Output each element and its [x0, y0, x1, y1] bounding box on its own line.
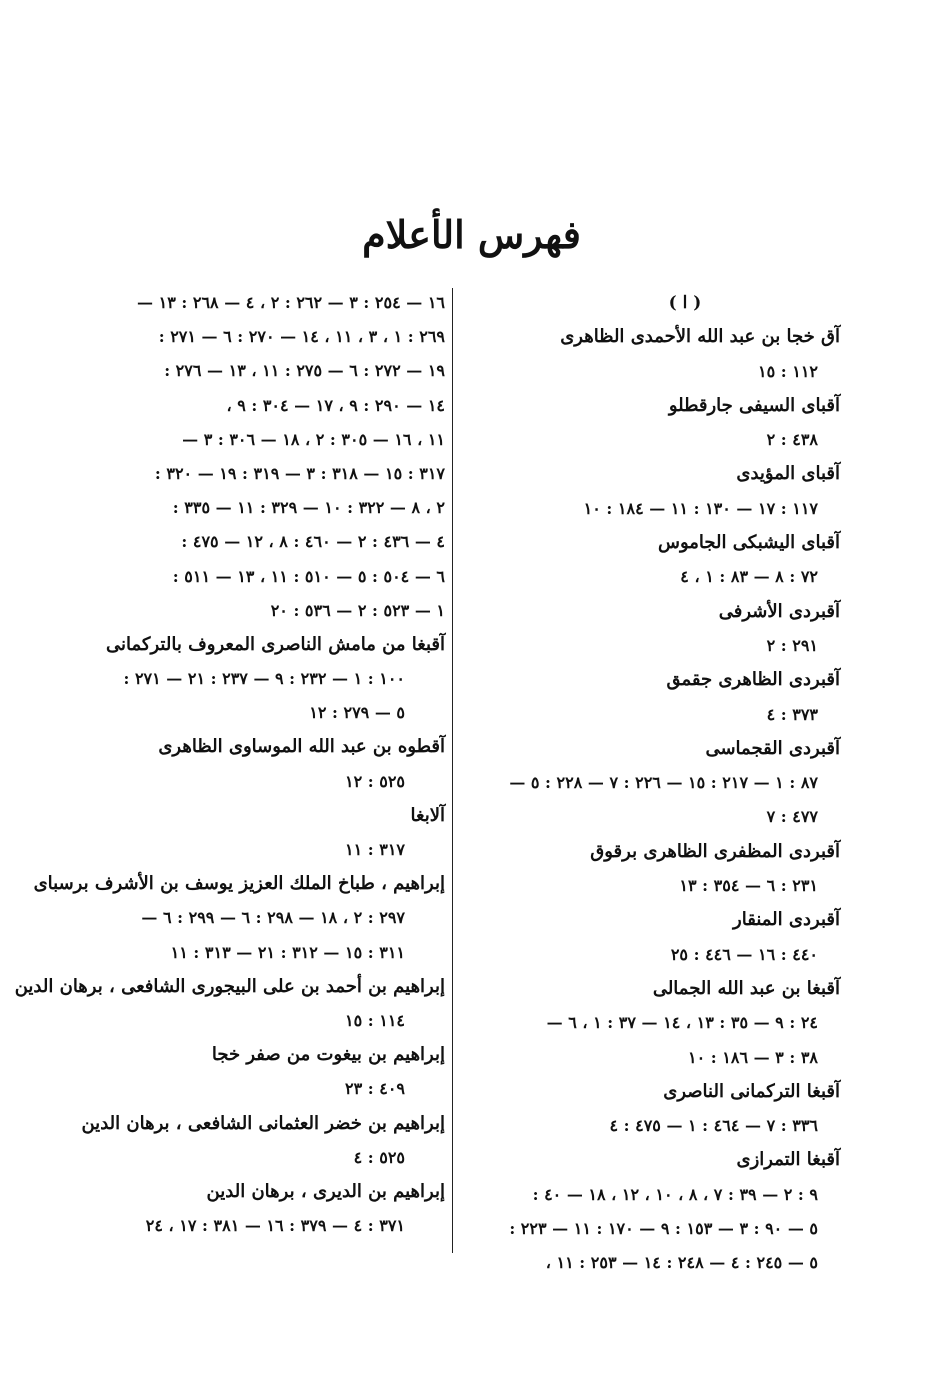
index-page-references: ٣٧٣ : ٤ — [766, 704, 818, 724]
index-page-references: ٤٣٨ : ٢ — [766, 430, 818, 450]
index-entry-name: إبراهيم بن الديرى ، برهان الدين — [206, 1180, 445, 1202]
index-entry-name: آقبغا من مامش الناصرى المعروف بالتركمانى — [106, 633, 445, 655]
index-entry-name: آقباى المؤيدى — [736, 463, 840, 485]
index-page-references: ٢ ، ٨ — ٣٢٢ : ١٠ — ٣٢٩ : ١١ — ٣٣٥ : — [172, 498, 445, 518]
index-page-references: ١٤ — ٢٩٠ : ٩ ، ١٧ — ٣٠٤ : ٩ ، — [226, 395, 445, 415]
index-entry-name: إبراهيم بن خضر العثمانى الشافعى ، برهان الدين — [81, 1112, 445, 1134]
index-entry-name: آقبغا بن عبد الله الجمالى — [652, 977, 840, 999]
index-page-references: ٥ — ٩٠ : ٣ — ١٥٣ : ٩ — ١٧٠ : ١١ — ٢٢٣ : — [509, 1219, 818, 1239]
index-column-left — [14, 286, 445, 1243]
index-entry-name: إبراهيم ، طباخ الملك العزيز يوسف بن الأشرف برسباى — [33, 873, 445, 895]
index-page-references: ٢٩٧ : ٢ ، ١٨ — ٢٩٨ : ٦ — ٢٩٩ : ٦ — — [141, 908, 405, 928]
index-page-references: ٣١١ : ١٥ — ٣١٢ : ٢١ — ٣١٣ : ١١ — [170, 942, 405, 962]
index-column-right — [470, 286, 840, 1281]
index-entry-name: آقبردى المظفرى الظاهرى برقوق — [590, 840, 840, 862]
index-page-references: ٢٣١ : ٦ — ٣٥٤ : ١٣ — [679, 876, 818, 896]
index-entry-name: آقبردى الظاهرى جقمق — [666, 669, 840, 691]
index-page-references: ٢٦٩ : ١ ، ٣ ، ١١ ، ١٤ — ٢٧٠ : ٦ — ٢٧١ : — [158, 327, 445, 347]
index-page-references: ٤٧٧ : ٧ — [766, 807, 818, 827]
column-divider — [452, 288, 453, 1253]
index-page-references: ١١ ، ١٦ — ٣٠٥ : ٢ ، ١٨ — ٣٠٦ : ٣ — — [182, 429, 445, 449]
index-page-references: ٣٣٦ : ٧ — ٤٦٤ : ١ — ٤٧٥ : ٤ — [609, 1116, 818, 1136]
index-page-references: ٢٤ : ٩ — ٣٥ : ١٣ ، ١٤ — ٣٧ : ١ ، ٦ — — [546, 1013, 818, 1033]
index-page-references: ١٩ — ٢٧٢ : ٦ — ٢٧٥ : ١١ ، ١٣ — ٢٧٦ : — [164, 361, 445, 381]
index-page-references: ١١٤ : ١٥ — [344, 1010, 405, 1030]
index-entry-name: آقبغا التمرازى — [736, 1149, 840, 1171]
index-page-references: ٧٢ : ٨ — ٨٣ : ١ ، ٤ — [680, 567, 818, 587]
index-page-references: ١١٧ : ١٧ — ١٣٠ : ١١ — ١٨٤ : ١٠ — [583, 498, 818, 518]
index-page-references: ٣١٧ : ١٥ — ٣١٨ : ٣ — ٣١٩ : ١٩ — ٣٢٠ : — [154, 463, 445, 483]
index-entry-name: آقبردى المنقار — [733, 909, 840, 931]
index-page-references: ٣٧١ : ٤ — ٣٧٩ : ١٦ — ٣٨١ : ١٧ ، ٢٤ — [145, 1216, 405, 1236]
index-entry-name: آقبردى القجماسى — [705, 737, 840, 759]
index-page-references: ٣٨ : ٣ — ١٨٦ : ١٠ — [688, 1047, 818, 1067]
index-page-references: ٩ : ٢ — ٣٩ : ٧ ، ٨ ، ١٠ ، ١٢ ، ١٨ — ٤٠ : — [532, 1184, 818, 1204]
index-page-references: ١ — ٥٢٣ : ٢ — ٥٣٦ : ٢٠ — [270, 600, 445, 620]
index-page-references: ٥ — ٢٤٥ : ٤ — ٢٤٨ : ١٤ — ٢٥٣ : ١١ ، — [545, 1253, 818, 1273]
index-page-references: ٥٢٥ : ١٢ — [344, 771, 405, 791]
index-entry-name: آقبردى الأشرفى — [718, 600, 840, 622]
section-letter-heading: ( ا ) — [668, 293, 702, 313]
index-page-references: ٦ — ٥٠٤ : ٥ — ٥١٠ : ١١ ، ١٣ — ٥١١ : — [172, 566, 445, 586]
index-page-references: ٤ — ٤٣٦ : ٢ — ٤٦٠ : ٨ ، ١٢ — ٤٧٥ : — [181, 532, 445, 552]
page-title: فهرس الأعلام — [362, 212, 581, 257]
index-page-references: ٥ — ٢٧٩ : ١٢ — [309, 703, 405, 723]
index-page-references: ١٠٠ : ١ — ٢٣٢ : ٩ — ٢٣٧ : ٢١ — ٢٧١ : — [123, 669, 405, 689]
index-page-references: ٤٤٠ : ١٦ — ٤٤٦ : ٢٥ — [670, 944, 818, 964]
index-entry-name: آلابغا — [410, 804, 445, 826]
index-entry-name: آقبغا التركمانى الناصرى — [663, 1080, 840, 1102]
index-entry-name: آقباى السيفى جارقطلو — [668, 394, 840, 416]
index-page-references: ٣١٧ : ١١ — [344, 840, 405, 859]
index-page-references: ٨٧ : ١ — ٢١٧ : ١٥ — ٢٢٦ : ٧ — ٢٢٨ : ٥ — — [509, 773, 818, 793]
index-entry-name: آق خجا بن عبد الله الأحمدى الظاهرى — [560, 326, 840, 348]
index-page-references: ٥٢٥ : ٤ — [353, 1147, 405, 1167]
index-page-references: ٤٠٩ : ٢٣ — [344, 1079, 405, 1099]
index-page-references: ١١٢ : ١٥ — [757, 361, 818, 381]
index-entry-name: آقباى اليشبكى الجاموس — [658, 532, 840, 554]
index-page-references: ١٦ — ٢٥٤ : ٣ — ٢٦٢ : ٢ ، ٤ — ٢٦٨ : ١٣ — — [137, 293, 445, 312]
index-entry-name: إبراهيم بن أحمد بن على البيجورى الشافعى ، برهان الدين — [14, 975, 445, 997]
index-page-references: ٢٩١ : ٢ — [766, 635, 818, 655]
index-entry-name: آقطوه بن عبد الله الموساوى الظاهرى — [158, 736, 445, 758]
index-entry-name: إبراهيم بن بيغوت من صفر خجا — [211, 1044, 445, 1066]
